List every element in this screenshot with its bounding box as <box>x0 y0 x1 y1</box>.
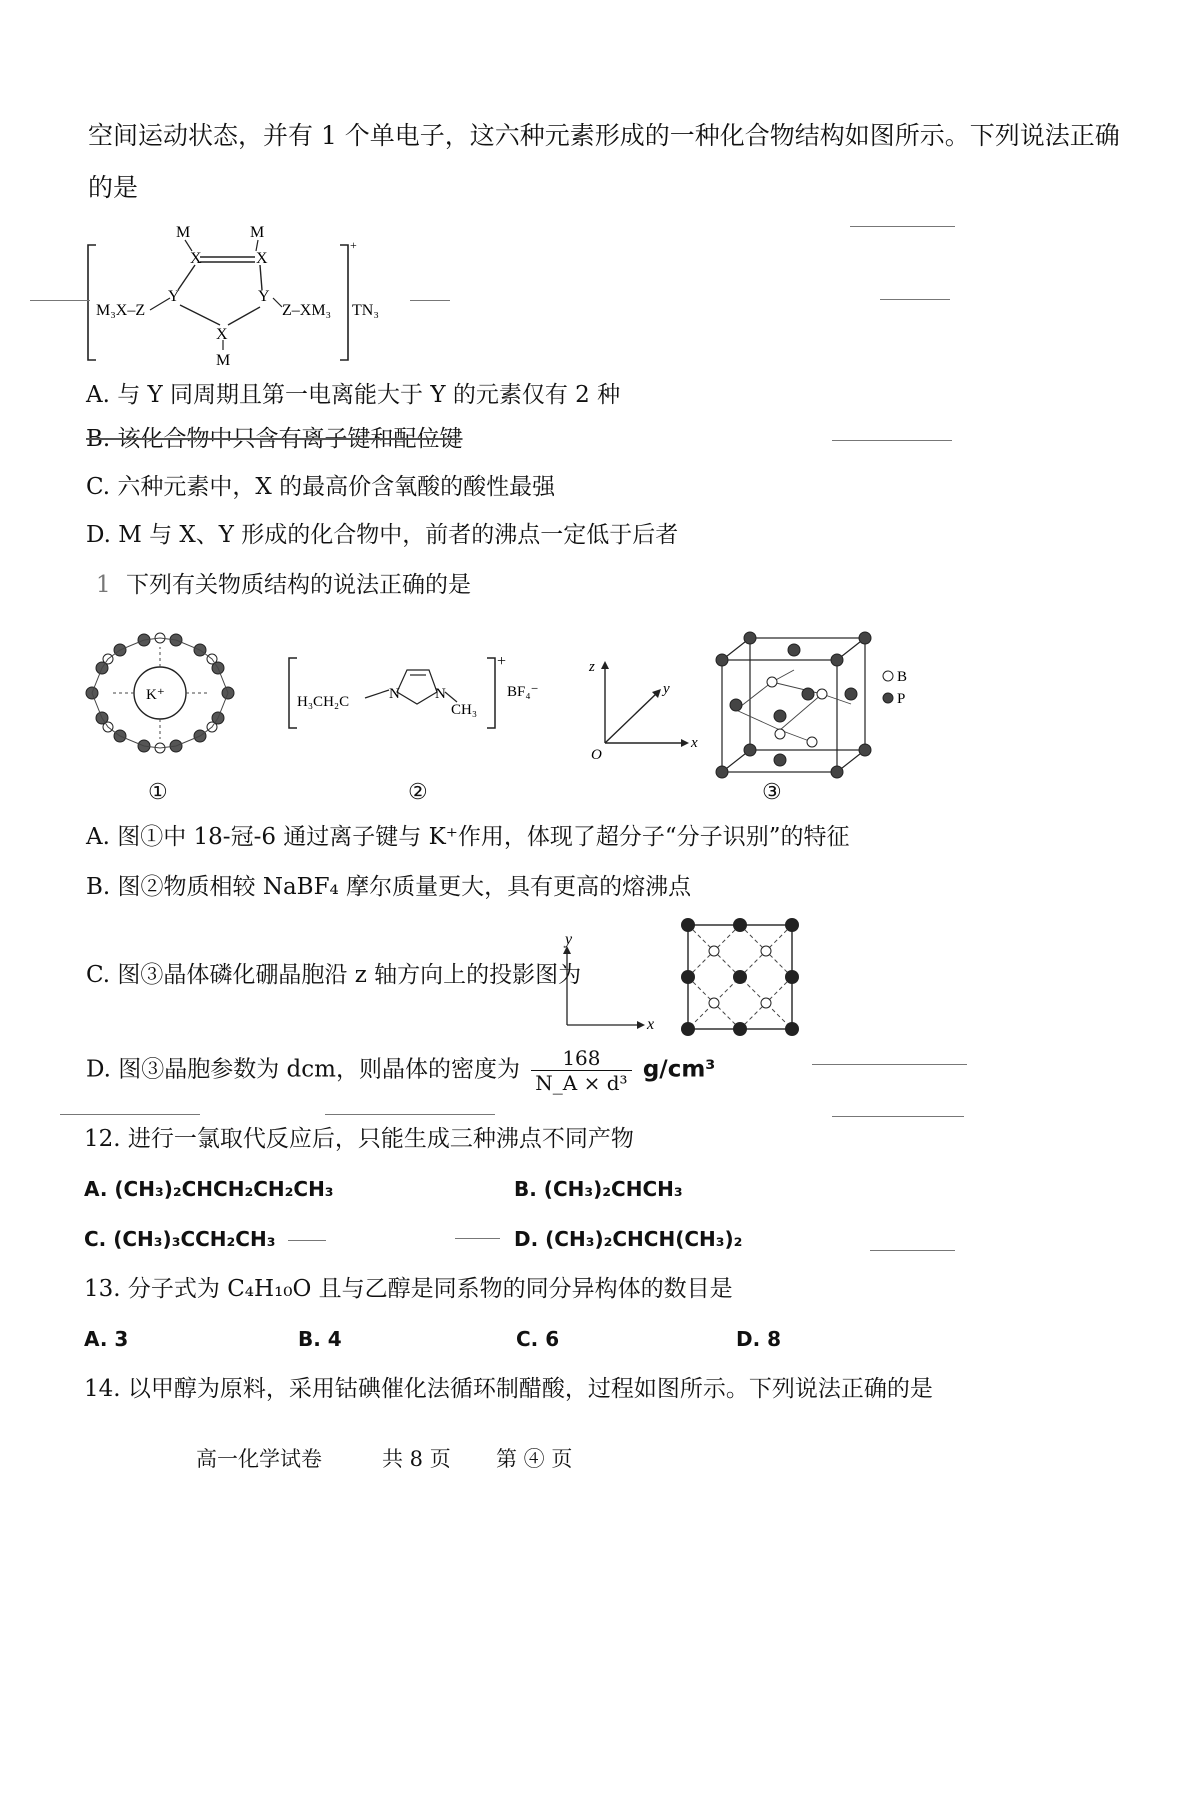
q12-stem: 12. 进行一氯取代反应后，只能生成三种沸点不同产物 <box>84 1126 634 1152</box>
q13-option-b: B. 4 <box>298 1327 342 1351</box>
q10-m-bottom: M <box>216 352 231 369</box>
q11-fig2-ionic-liquid <box>285 650 555 740</box>
q10-x-bottom: X <box>216 326 228 343</box>
q10-stem-line1: 空间运动状态，并有 1 个单电子，这六种元素形成的一种化合物结构如图所示。下列说法正确 <box>88 121 1120 150</box>
q10-option-c: C. 六种元素中，X 的最高价含氧酸的酸性最强 <box>86 474 556 500</box>
q10-structure-figure <box>30 215 510 375</box>
q13-stem: 13. 分子式为 C₄H₁₀O 且与乙醇是同系物的同分异构体的数目是 <box>84 1276 733 1302</box>
q10-charge: + <box>350 238 357 252</box>
q11-option-c: C. 图③晶体磷化硼晶胞沿 z 轴方向上的投影图为 <box>86 962 582 988</box>
scan-line <box>455 1238 500 1239</box>
scan-line <box>812 1064 967 1065</box>
q10-x-top-right: X <box>256 250 268 267</box>
scan-line <box>832 1116 964 1117</box>
q11-option-d-text: D. 图③晶胞参数为 dcm，则晶体的密度为 <box>86 1056 520 1083</box>
scan-line <box>288 1240 326 1241</box>
q11-stem: 下列有关物质结构的说法正确的是 <box>126 572 471 598</box>
q13-option-d: D. 8 <box>736 1327 782 1351</box>
q11-fig2-anion: BF₄⁻ <box>507 684 539 700</box>
q14-stem: 14. 以甲醇为原料，采用钴碘催化法循环制醋酸，过程如图所示。下列说法正确的是 <box>84 1376 933 1402</box>
scan-line <box>880 299 950 300</box>
q11-fig2-charge: + <box>497 653 507 670</box>
scan-line <box>410 300 450 301</box>
q11-fig2-n1: N <box>389 686 400 702</box>
q10-right-group: Z–XM₃ <box>282 302 332 319</box>
q11-legend-b: B <box>897 669 908 685</box>
footer-page-number: 第 ④ 页 <box>496 1447 573 1471</box>
q13-option-a: A. 3 <box>84 1327 129 1351</box>
q11-optc-projection-figure <box>678 915 803 1040</box>
q11-fig2-n2: N <box>435 686 446 702</box>
q11-axes-o: O <box>591 747 602 763</box>
q11-fig3-legend <box>880 664 940 714</box>
q10-anion: TN₃ <box>352 302 379 319</box>
q10-m-top-right: M <box>250 224 265 241</box>
q10-stem-line2: 的是 <box>88 173 139 202</box>
q12-option-b: B. (CH₃)₂CHCH₃ <box>514 1177 683 1201</box>
q10-left-group: M₃X–Z <box>96 302 146 319</box>
q11-fig2-left: H₃CH₂C <box>297 694 350 710</box>
q11-fig1-center: K⁺ <box>146 687 165 703</box>
q11-fig1-crown-ether <box>80 625 240 775</box>
q11-fig3-unit-cell <box>712 630 882 780</box>
q10-m-top-left: M <box>176 224 191 241</box>
q10-option-a: A. 与 Y 同周期且第一电离能大于 Y 的元素仅有 2 种 <box>86 382 621 408</box>
q11-proj-y: y <box>565 931 573 948</box>
q11-fig1-label: ① <box>148 780 168 805</box>
q11-legend-p: P <box>897 691 906 707</box>
q11-proj-x: x <box>647 1016 655 1030</box>
q11-axes-z: z <box>589 659 595 675</box>
q12-option-d: D. (CH₃)₂CHCH(CH₃)₂ <box>514 1227 743 1251</box>
scan-line <box>832 440 952 441</box>
q11-option-b: B. 图②物质相较 NaBF₄ 摩尔质量更大，具有更高的熔沸点 <box>86 874 692 900</box>
q11-option-d-fraction <box>531 1046 631 1095</box>
q10-option-b: B. 该化合物中只含有离子键和配位键 <box>86 426 463 452</box>
q11-option-d-denominator: N_A × d³ <box>535 1071 628 1095</box>
footer-total-pages: 共 8 页 <box>382 1447 451 1471</box>
q11-axes-x: x <box>691 735 698 751</box>
scan-line <box>30 300 90 301</box>
q11-axes-y: y <box>663 681 670 697</box>
scan-line <box>850 226 955 227</box>
q10-x-top-left: X <box>190 250 202 267</box>
q11-fig2-right: CH₃ <box>451 702 478 718</box>
q11-option-a: A. 图①中 18-冠-6 通过离子键与 K⁺作用，体现了超分子“分子识别”的特征 <box>86 824 850 850</box>
q13-option-c: C. 6 <box>516 1327 560 1351</box>
q11-option-d-numerator: 168 <box>531 1046 631 1071</box>
q11-optc-projection-axes <box>555 930 665 1030</box>
q10-y-right: Y <box>258 288 270 305</box>
scan-line <box>870 1250 955 1251</box>
q11-fig3-axes <box>585 655 705 765</box>
scan-line <box>60 1114 200 1115</box>
q11-fig2-label: ② <box>408 780 428 805</box>
footer-subject: 高一化学试卷 <box>196 1447 322 1471</box>
q11-option-d-unit: g/cm³ <box>642 1056 716 1083</box>
q10-option-d: D. M 与 X、Y 形成的化合物中，前者的沸点一定低于后者 <box>86 522 679 548</box>
q12-option-c: C. (CH₃)₃CCH₂CH₃ <box>84 1227 276 1251</box>
q11-stem-number: 1 <box>96 572 111 598</box>
q10-y-left: Y <box>168 288 180 305</box>
q12-option-a: A. (CH₃)₂CHCH₂CH₂CH₃ <box>84 1177 334 1201</box>
q11-option-d <box>86 1046 715 1095</box>
scan-line <box>325 1114 495 1115</box>
q11-fig3-label: ③ <box>762 780 782 805</box>
